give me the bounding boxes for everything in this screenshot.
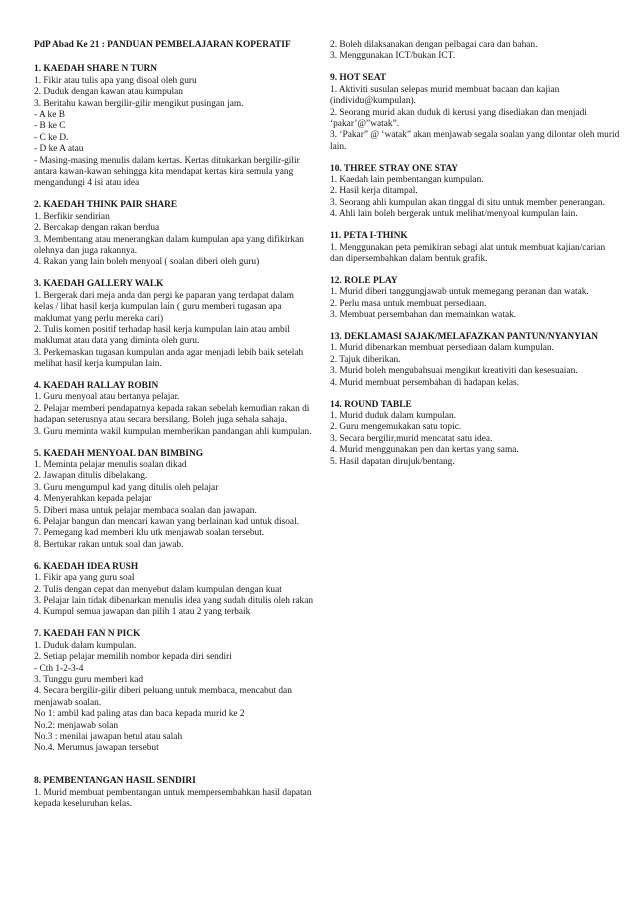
section-line: 1. Bergerak dari meja anda dan pergi ke paparan yang terdapat dalam kelas / lihat hasil kerja kumpulan lain ( guru memberi tugasan apa maklumat yang perlu mereka cari) — [34, 290, 294, 324]
section-line: 4. Ahli lain boleh bergerak untuk melihat/menyoal kumpulan lain. — [330, 209, 578, 220]
section-line: 8. Bertukar rakan untuk soal dan jawab. — [34, 539, 184, 550]
section-line: 3. Secara bergilir,murid mencatat satu idea. — [330, 433, 493, 444]
section-2-kaedah-think-pair-share — [34, 200, 314, 268]
section-line: 3. Perkemaskan tugasan kumpulan anda agar menjadi lebih baik setelah melihat hasil kerja kumpulan lain. — [34, 347, 304, 370]
section-line: 4. Rakan yang lain boleh menyoal ( soalan diberi oleh guru) — [34, 257, 260, 268]
section-line: 1. Fikir apa yang guru soal — [34, 573, 135, 584]
section-heading: 7. KAEDAH FAN N PICK — [34, 629, 141, 640]
section-line: 2. Setiap pelajar memilih nombor kepada diri sendiri — [34, 652, 232, 663]
section-heading: 12. ROLE PLAY — [330, 275, 398, 286]
section-spacer — [34, 755, 314, 766]
section-line: - A ke B — [34, 110, 65, 121]
section-line: 3. Guru mengumpul kad yang ditulis oleh pelajar — [34, 482, 219, 493]
section-line: - D ke A atau — [34, 144, 84, 155]
section-heading: 9. HOT SEAT — [330, 73, 387, 84]
section-line: - Cth 1-2-3-4 — [34, 663, 84, 674]
section-line: - B ke C — [34, 121, 66, 132]
section-line: No.4. Merumus jawapan tersebut — [34, 743, 159, 754]
section-heading: 13. DEKLAMASI SAJAK/MELAFAZKAN PANTUN/NYANYIAN — [330, 332, 599, 343]
right-column — [330, 40, 620, 479]
section-heading: 3. KAEDAH GALLERY WALK — [34, 279, 164, 290]
section-13-deklamasi-sajak-melafazkan-pantun-nyanyian — [330, 332, 620, 389]
document-title: PdP Abad Ke 21 : PANDUAN PEMBELAJARAN KOPERATIF — [34, 40, 291, 50]
section-6-kaedah-idea-rush — [34, 562, 314, 619]
section-heading: 14. ROUND TABLE — [330, 399, 412, 410]
section-line: 1. Duduk dalam kumpulan. — [34, 640, 137, 651]
section-line: 1. Murid duduk dalam kumpulan. — [330, 410, 457, 421]
section-line: 2. Tulis komen positif terhadap hasil kerja kumpulan lain atau ambil maklumat atau data yang diminta oleh guru. — [34, 324, 290, 347]
section-11-peta-i-think — [330, 231, 620, 265]
section-line: 4. Murid membuat persembahan di hadapan kelas. — [330, 377, 520, 388]
section-line: 3. Beritahu kawan bergilir-gilir mengikut pusingan jam. — [34, 98, 244, 109]
section-line: 4. Kumpul semua jawapan dan pilih 1 atau 2 yang terbaik — [34, 607, 251, 618]
section-line: 4. Secara bergilir-gilir diberi peluang untuk membaca, mencabut dan menjawab soalan. — [34, 686, 292, 708]
section-line: 2. Tulis dengan cepat dan menyebut dalam kumpulan dengan kuat — [34, 584, 282, 595]
section-14-round-table — [330, 400, 620, 468]
section-4-kaedah-rallay-robin — [34, 381, 314, 438]
section-line: 3. Tunggu guru memberi kad — [34, 674, 144, 685]
section-line: 3. Membentang atau menerangkan dalam kumpulan apa yang difikirkan olehnya dan juga rakannya. — [34, 234, 304, 256]
section-line: 1. Aktiviti susulan selepas murid membuat bacaan dan kajian (individu@kumpulan). — [330, 84, 560, 107]
section-line: 4. Murid menggunakan pen dan kertas yang sama. — [330, 445, 519, 456]
section-5-kaedah-menyoal-dan-bimbing — [34, 449, 314, 552]
section-line: 6. Pelajar bangun dan mencari kawan yang berlainan kad untuk disoal. — [34, 517, 300, 528]
section-heading: 2. KAEDAH THINK PAIR SHARE — [34, 200, 178, 211]
section-line: 3. Membuat persembahan dan memainkan watak. — [330, 310, 517, 321]
section-heading: 11. PETA I-THINK — [330, 231, 408, 242]
section-line: 1. Fikir atau tulis apa yang disoal oleh guru — [34, 75, 197, 86]
section-line: 2. Seorang murid akan duduk di kerusi yang disediakan dan menjadi ‘pakar’@”watak”. — [330, 107, 587, 129]
section-8-pembentangan-hasil-sendiri — [34, 776, 314, 810]
section-line: 7. Pemegang kad memberi klu utk menjawab soalan tersebut. — [34, 528, 265, 539]
section-heading: 10. THREE STRAY ONE STAY — [330, 163, 459, 174]
section-line: 2. Tajuk diberikan. — [330, 354, 401, 365]
section-12-role-play — [330, 276, 620, 322]
section-line: 3. Pelajar lain tidak dibenarkan menulis idea yang sudah ditulis oleh rakan — [34, 595, 314, 606]
section-heading: 6. KAEDAH IDEA RUSH — [34, 561, 139, 572]
section-line: 1. Guru menyoal atau bertanya pelajar. — [34, 392, 180, 403]
section-line: 3. ‘Pakar” @ ‘watak” akan menjawab segala soalan yang dilontar oleh murid lain. — [330, 130, 620, 152]
section-1-kaedah-share-n-turn — [34, 64, 314, 189]
section-line: 4. Menyerahkan kepada pelajar — [34, 494, 152, 505]
section-line: 3. Menggunakan ICT/bukan ICT. — [330, 51, 456, 62]
left-column — [34, 40, 314, 821]
section-line: 1. Meminta pelajar menulis soalan dikad — [34, 460, 187, 470]
section-line: 5. Hasil dapatan dirujuk/bentang. — [330, 456, 455, 467]
section-line: 2. Perlu masa untuk membuat persediaan. — [330, 298, 487, 309]
section-9-hot-seat — [330, 73, 620, 153]
section-10-three-stray-one-stay — [330, 164, 620, 221]
section-line: 1. Murid dibenarkan membuat persediaan dalam kumpulan. — [330, 343, 554, 354]
section-line: 2. Jawapan ditulis dibelakang. — [34, 471, 148, 482]
section-3-kaedah-gallery-walk — [34, 279, 314, 370]
section-line: 5. Diberi masa untuk pelajar membaca soalan dan jawapan. — [34, 505, 257, 516]
section-heading: 8. PEMBENTANGAN HASIL SENDIRI — [34, 776, 196, 787]
section-line: - C ke D. — [34, 132, 69, 143]
section-line: 1. Berfikir sendirian — [34, 211, 110, 222]
section-line: 3. Seorang ahli kumpulan akan tinggal di situ untuk member penerangan. — [330, 197, 605, 208]
section-7-kaedah-fan-n-pick — [34, 629, 314, 765]
section-line: 2. Hasil kerja ditampal. — [330, 186, 418, 197]
section-line: 2. Boleh dilaksanakan dengan pelbagai cara dan bahan. — [330, 40, 538, 50]
section-line: 1. Menggunakan peta pemikiran sebagi alat untuk membuat kajian/carian dan dipersembahkan dalam bentuk grafik. — [330, 242, 606, 264]
section-line: 2. Duduk dengan kawan atau kumpulan — [34, 87, 183, 98]
section-line: 2. Pelajar memberi pendapatnya kepada rakan sebelah kemudian rakan di hadapan seterusnya atau secara bersilang. Boleh juga sehala sahaja. — [34, 403, 310, 426]
section-heading: 5. KAEDAH MENYOAL DAN BIMBING — [34, 448, 204, 459]
section-line: 2. Bercakap dengan rakan berdua — [34, 223, 160, 234]
section-line: No 1: ambil kad paling atas dan baca kepada murid ke 2 — [34, 709, 245, 720]
section-line: 3. Murid boleh mengubahsuai mengikut kreativiti dan kesesuaian. — [330, 366, 578, 377]
section-heading: 4. KAEDAH RALLAY ROBIN — [34, 381, 159, 392]
section-heading: 1. KAEDAH SHARE N TURN — [34, 64, 158, 75]
section-line: 1. Murid membuat pembentangan untuk mempersembahkan hasil dapatan kepada keseluruhan kelas. — [34, 787, 312, 810]
section-line: 3. Guru meminta wakil kumpulan memberikan pandangan ahli kumpulan. — [34, 426, 312, 437]
section-line: 1. Kaedah lain pembentangan kumpulan. — [330, 175, 484, 186]
section-line: - Masing-masing menulis dalam kertas. Kertas ditukarkan bergilir-gilir antara kawan-kawan sehingga kita mendapat kertas kira semula yang mengandungi 4 isi atau idea — [34, 155, 300, 189]
section-continued — [330, 40, 620, 63]
section-line: No.2: menjawab solan — [34, 720, 119, 731]
section-line: No.3 : menilai jawapan betul atau salah — [34, 731, 183, 742]
section-line: 2. Guru mengemukakan satu topic. — [330, 422, 462, 433]
section-line: 1. Murid diberi tanggungjawab untuk memegang peranan dan watak. — [330, 287, 589, 298]
